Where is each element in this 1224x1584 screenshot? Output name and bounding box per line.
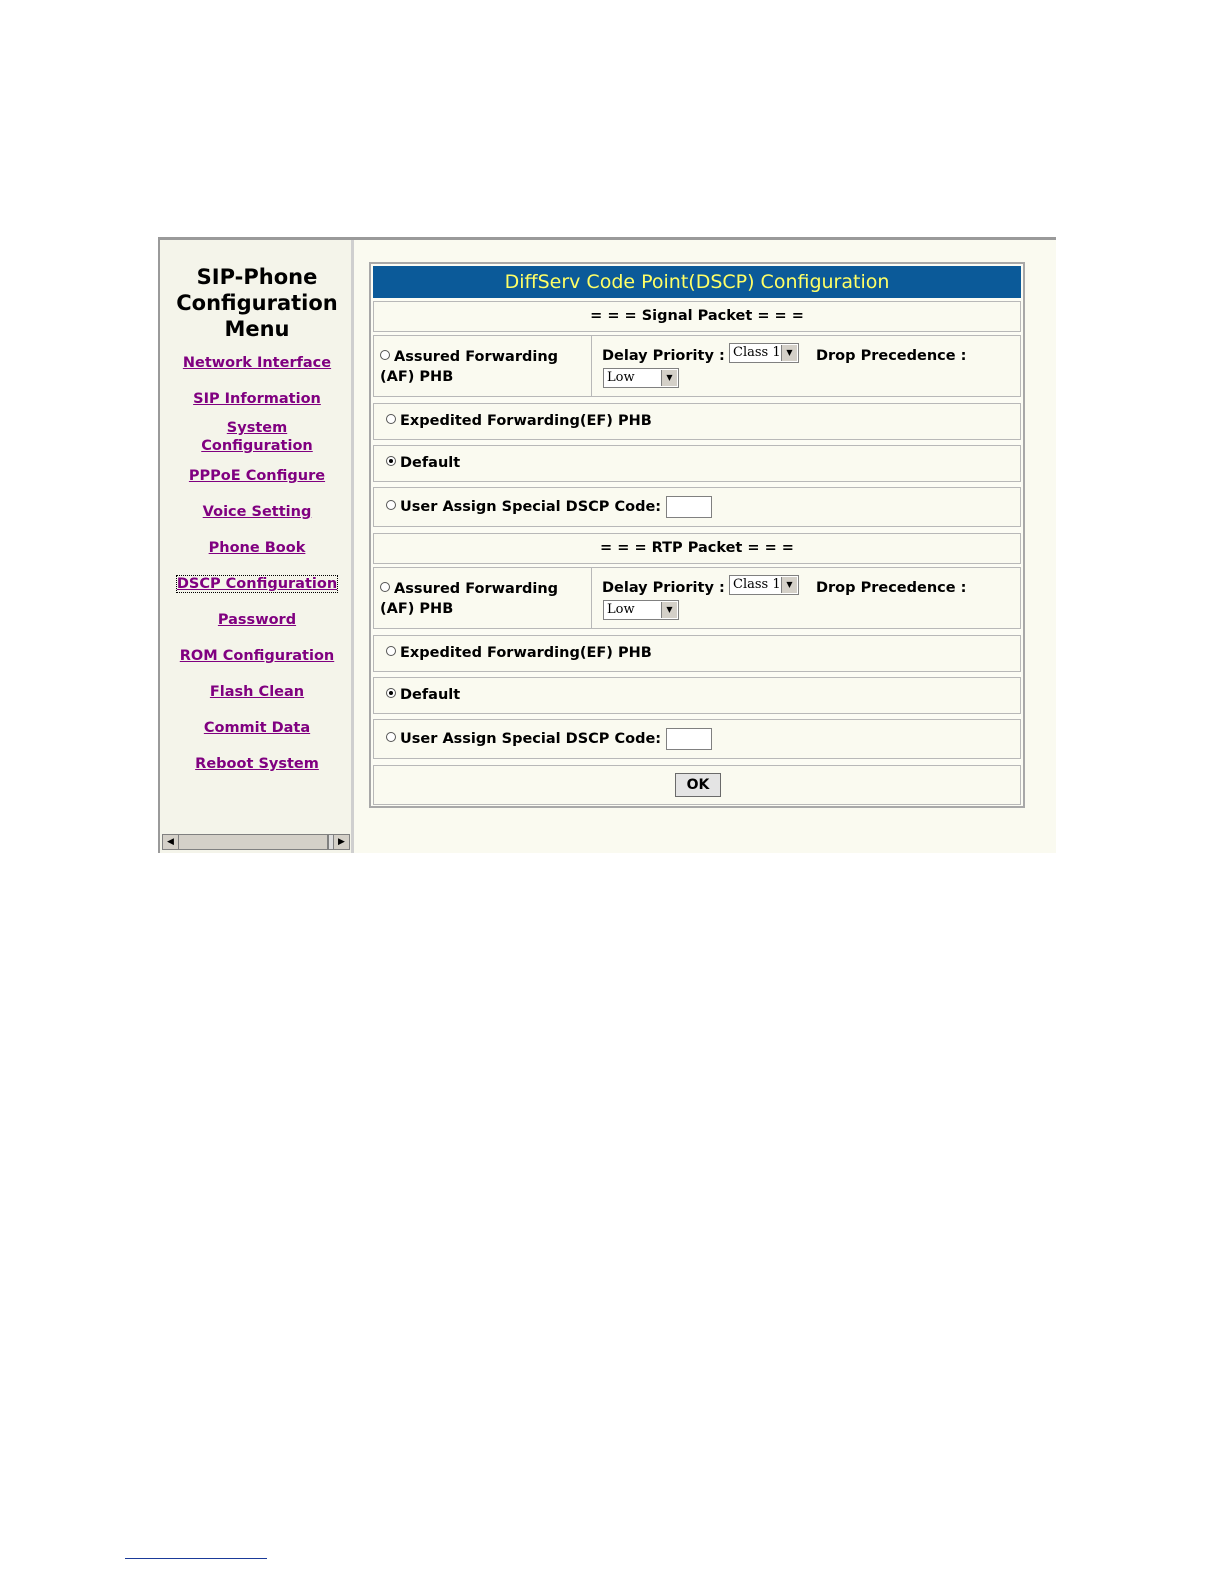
sidebar-item-phone-book[interactable]: Phone Book: [208, 540, 306, 556]
browser-frameset: [158, 237, 1056, 853]
signal-af-row: [373, 335, 1021, 397]
sidebar-item-system-configuration[interactable]: System Configuration: [201, 420, 313, 454]
rtp-dscp-code-input[interactable]: [666, 728, 712, 750]
signal-user-assign-label: User Assign Special DSCP Code:: [400, 499, 662, 515]
signal-default-radio[interactable]: [386, 456, 396, 466]
rtp-user-assign-radio[interactable]: [386, 732, 396, 742]
sidebar-menu: [160, 240, 354, 853]
rtp-ef-radio[interactable]: [386, 646, 396, 656]
chevron-down-icon: ▼: [661, 602, 677, 618]
scroll-left-icon[interactable]: ◀: [163, 835, 179, 849]
rtp-default-radio[interactable]: [386, 688, 396, 698]
rtp-af-radio[interactable]: [380, 582, 390, 592]
rtp-delay-label: Delay Priority :: [602, 580, 725, 596]
chevron-down-icon: ▼: [661, 370, 677, 386]
rtp-ef-label: Expedited Forwarding(EF) PHB: [400, 645, 652, 661]
menu-title: SIP-Phone Configuration Menu: [176, 265, 338, 341]
rtp-user-assign-label: User Assign Special DSCP Code:: [400, 731, 662, 747]
signal-dscp-code-input[interactable]: [666, 496, 712, 518]
chevron-down-icon: ▼: [781, 345, 797, 361]
rtp-default-label: Default: [400, 687, 461, 703]
rtp-packet-heading: = = = RTP Packet = = =: [373, 533, 1021, 564]
sidebar-item-reboot-system[interactable]: Reboot System: [195, 756, 319, 772]
horizontal-scrollbar[interactable]: [162, 834, 350, 850]
rtp-default-row: [373, 677, 1021, 714]
rtp-af-label: Assured Forwarding (AF) PHB: [380, 581, 559, 617]
sidebar-item-commit-data[interactable]: Commit Data: [203, 720, 311, 736]
rtp-af-row: [373, 567, 1021, 629]
signal-af-label: Assured Forwarding (AF) PHB: [380, 349, 559, 385]
scroll-right-icon[interactable]: ▶: [333, 835, 349, 849]
ok-button[interactable]: OK: [675, 773, 721, 797]
signal-delay-priority-select[interactable]: Class 1 ▼: [729, 343, 799, 363]
dscp-config-form: [369, 262, 1025, 808]
signal-user-assign-radio[interactable]: [386, 500, 396, 510]
signal-delay-label: Delay Priority :: [602, 348, 725, 364]
rtp-ef-row: [373, 635, 1021, 672]
sidebar-item-password[interactable]: Password: [217, 612, 297, 628]
sidebar-item-network-interface[interactable]: Network Interface: [182, 355, 332, 371]
sidebar-item-voice-setting[interactable]: Voice Setting: [202, 504, 312, 520]
rtp-drop-label: Drop Precedence :: [816, 580, 967, 596]
signal-packet-heading: = = = Signal Packet = = =: [373, 301, 1021, 332]
page-title: DiffServ Code Point(DSCP) Configuration: [373, 266, 1021, 298]
sidebar-item-pppoe-configure[interactable]: PPPoE Configure: [188, 468, 326, 484]
signal-ef-label: Expedited Forwarding(EF) PHB: [400, 413, 652, 429]
sidebar-item-sip-information[interactable]: SIP Information: [193, 391, 321, 407]
footnote-divider: [125, 1558, 267, 1559]
sidebar-item-rom-configuration[interactable]: ROM Configuration: [179, 648, 335, 664]
rtp-delay-priority-select[interactable]: Class 1 ▼: [729, 575, 799, 595]
signal-af-radio[interactable]: [380, 350, 390, 360]
scroll-thumb[interactable]: [179, 835, 329, 849]
signal-drop-label: Drop Precedence :: [816, 348, 967, 364]
ok-row: [373, 765, 1021, 805]
signal-default-row: [373, 445, 1021, 482]
main-content: [354, 240, 1056, 853]
signal-default-label: Default: [400, 455, 461, 471]
rtp-drop-precedence-select[interactable]: Low ▼: [603, 600, 679, 620]
signal-ef-row: [373, 403, 1021, 440]
signal-drop-precedence-select[interactable]: Low ▼: [603, 368, 679, 388]
signal-user-assign-row: [373, 487, 1021, 527]
sidebar-item-flash-clean[interactable]: Flash Clean: [209, 684, 305, 700]
sidebar-item-dscp-configuration[interactable]: DSCP Configuration: [176, 576, 338, 592]
rtp-user-assign-row: [373, 719, 1021, 759]
chevron-down-icon: ▼: [781, 577, 797, 593]
signal-ef-radio[interactable]: [386, 414, 396, 424]
